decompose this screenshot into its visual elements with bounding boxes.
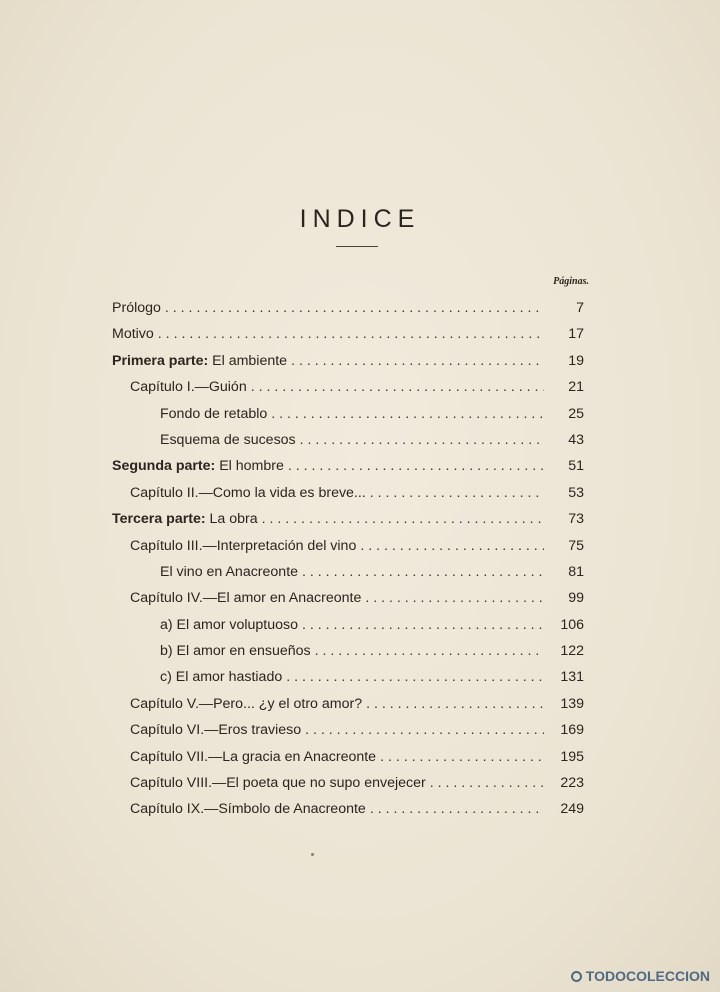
toc-entry-text: El vino en Anacreonte [160, 563, 299, 580]
toc-entry-label [160, 617, 298, 633]
dot-leader [315, 643, 544, 659]
toc-entry [112, 353, 584, 379]
toc-part-heading: Segunda parte: [112, 458, 216, 475]
toc-part-heading: Tercera parte: [112, 511, 206, 528]
toc-page-number: 7 [576, 300, 584, 316]
table-of-contents [112, 300, 584, 828]
toc-entry [112, 485, 584, 511]
dot-leader [165, 300, 544, 316]
toc-page-number: 195 [560, 748, 584, 765]
dot-leader [380, 749, 544, 765]
toc-entry-label [112, 353, 287, 369]
toc-entry-label [112, 300, 161, 316]
toc-entry-text: Esquema de sucesos [160, 431, 296, 448]
toc-entry-label [130, 379, 247, 395]
toc-entry-text: Capítulo II.—Como la vida es breve... [130, 484, 366, 501]
toc-entry-label [112, 511, 258, 527]
watermark-text: TODOCOLECCION [585, 968, 710, 984]
toc-entry-label [160, 432, 296, 448]
toc-page-number: 43 [568, 431, 584, 448]
dot-leader [365, 590, 544, 606]
toc-entry [112, 696, 584, 722]
toc-page-number: 19 [568, 352, 584, 369]
toc-entry [112, 538, 584, 564]
toc-entry-text: Capítulo I.—Guión [130, 379, 247, 396]
dot-leader [370, 485, 544, 501]
pages-column-label: Páginas. [553, 276, 589, 287]
toc-page-number: 106 [560, 616, 584, 633]
dot-leader [251, 379, 544, 395]
toc-page-number: 53 [568, 484, 584, 501]
toc-entry-label [130, 775, 426, 791]
paper-speck [311, 853, 314, 856]
toc-entry-label [160, 564, 298, 580]
toc-page-number: 81 [568, 563, 584, 580]
toc-entry-text: a) El amor voluptuoso [160, 616, 299, 633]
dot-leader [370, 801, 544, 817]
watermark [571, 968, 710, 984]
toc-entry [112, 775, 584, 801]
toc-entry-text: Capítulo IV.—El amor en Anacreonte [130, 590, 362, 607]
title-rule [336, 246, 378, 247]
dot-leader [262, 511, 544, 527]
toc-entry-label [130, 801, 366, 817]
dot-leader [288, 458, 544, 474]
toc-entry [112, 300, 584, 326]
toc-entry [112, 590, 584, 616]
dot-leader [302, 564, 544, 580]
toc-page-number: 17 [568, 326, 584, 343]
toc-page-number: 139 [560, 695, 584, 712]
index-title: INDICE [299, 205, 421, 233]
toc-entry-text: Fondo de retablo [160, 405, 268, 422]
toc-entry-label [112, 326, 154, 342]
toc-page-number: 99 [568, 590, 584, 607]
toc-entry [112, 722, 584, 748]
toc-entry-label [130, 696, 362, 712]
toc-entry-label [160, 643, 311, 659]
toc-entry [112, 669, 584, 695]
dot-leader [305, 722, 544, 738]
toc-entry [112, 749, 584, 775]
toc-page-number: 21 [568, 379, 584, 396]
toc-entry-label [130, 749, 376, 765]
toc-page-number: 51 [568, 458, 584, 475]
dot-leader [302, 617, 544, 633]
toc-entry-label [130, 485, 366, 501]
toc-entry-text: El hombre [215, 458, 284, 475]
toc-entry-label [112, 458, 284, 474]
dot-leader [366, 696, 544, 712]
toc-page-number: 122 [560, 643, 584, 660]
toc-entry [112, 511, 584, 537]
toc-entry [112, 643, 584, 669]
toc-entry-text: Capítulo III.—Interpretación del vino [130, 537, 357, 554]
toc-entry-text: Prólogo [112, 300, 161, 316]
toc-entry-text: Capítulo IX.—Símbolo de Anacreonte [130, 801, 366, 818]
dot-leader [271, 406, 544, 422]
toc-entry-text: Capítulo VII.—La gracia en Anacreonte [130, 748, 377, 765]
toc-page-number: 73 [568, 511, 584, 528]
toc-entry-text: Motivo [112, 326, 154, 343]
toc-entry-text: El ambiente [208, 352, 288, 369]
toc-entry-text: b) El amor en ensueños [160, 643, 311, 660]
toc-entry [112, 326, 584, 352]
dot-leader [291, 353, 544, 369]
dot-leader [158, 326, 544, 342]
toc-page-number: 169 [560, 722, 584, 739]
toc-entry-label [130, 590, 361, 606]
toc-entry-label [130, 722, 301, 738]
toc-entry [112, 617, 584, 643]
toc-page-number: 249 [560, 801, 584, 818]
toc-entry [112, 406, 584, 432]
toc-entry [112, 458, 584, 484]
toc-part-heading: Primera parte: [112, 352, 209, 369]
dot-leader [300, 432, 544, 448]
toc-entry-text: c) El amor hastiado [160, 669, 283, 686]
toc-entry-text: Capítulo VIII.—El poeta que no supo envejecer [130, 775, 426, 792]
toc-entry-text: Capítulo VI.—Eros travieso [130, 722, 302, 739]
toc-page-number: 131 [560, 669, 584, 686]
toc-entry-text: Capítulo V.—Pero... ¿y el otro amor? [130, 695, 363, 712]
toc-entry-label [130, 538, 356, 554]
toc-entry [112, 801, 584, 827]
dot-leader [430, 775, 544, 791]
toc-entry [112, 379, 584, 405]
toc-entry-text: La obra [205, 511, 258, 528]
toc-entry [112, 432, 584, 458]
watermark-ring-icon [571, 971, 582, 982]
toc-entry-label [160, 669, 282, 685]
toc-entry-label [160, 406, 267, 422]
toc-entry [112, 564, 584, 590]
toc-page-number: 75 [568, 537, 584, 554]
toc-page-number: 223 [560, 775, 584, 792]
toc-page-number: 25 [568, 405, 584, 422]
dot-leader [360, 538, 544, 554]
dot-leader [286, 669, 544, 685]
